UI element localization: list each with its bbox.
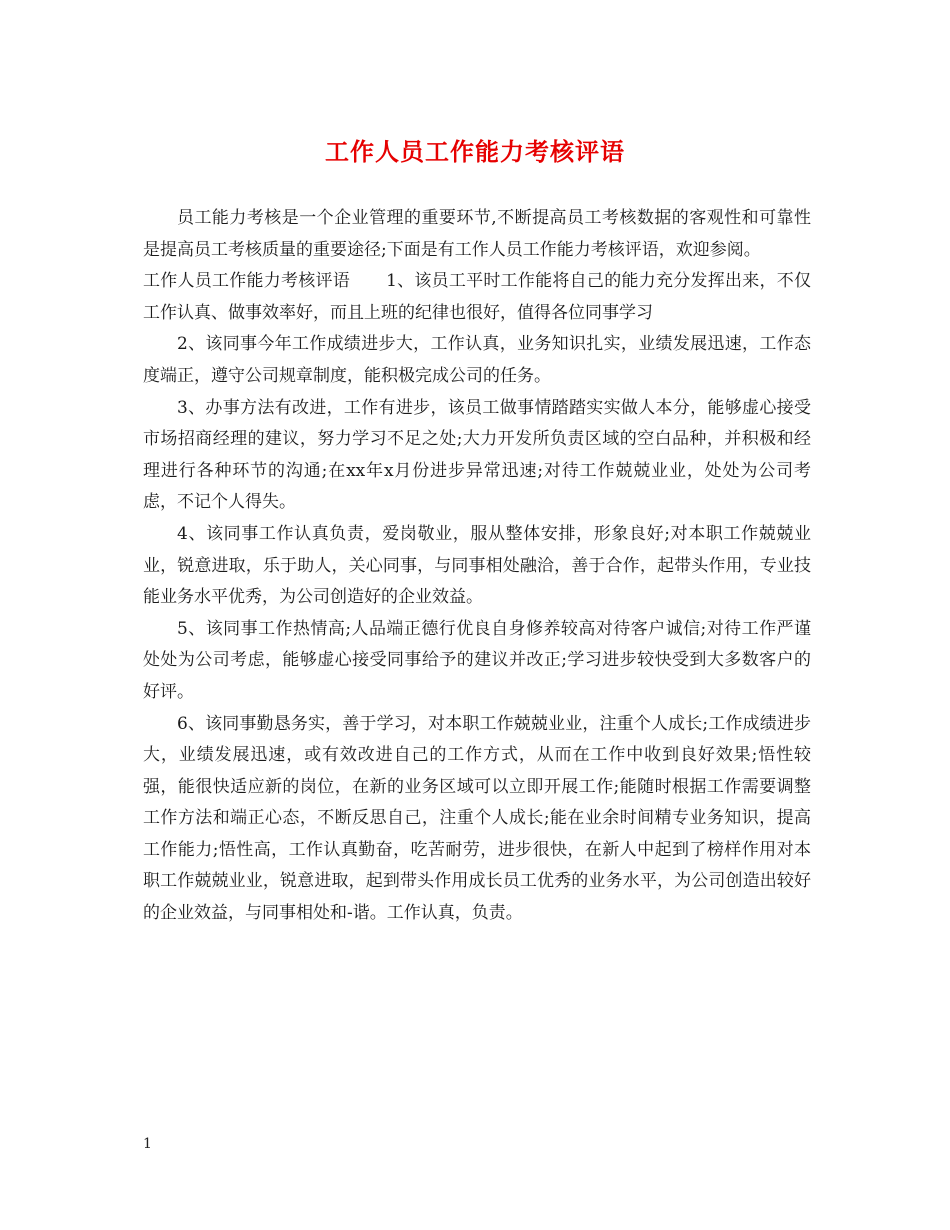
inline-heading: 工作人员工作能力考核评语: [143, 271, 351, 292]
document-title: 工作人员工作能力考核评语: [325, 137, 625, 166]
document-body: [143, 203, 811, 930]
comment-item-1: 1、该员工平时工作能将自己的能力充分发挥出来，不仅工作认真、做事效率好，而且上班的纪律也很好，值得各位同事学习: [143, 271, 811, 323]
heading-paragraph: [143, 266, 811, 329]
comment-item-2: 2、该同事今年工作成绩进步大，工作认真，业务知识扎实，业绩发展迅速，工作态度端正，遵守公司规章制度，能积极完成公司的任务。: [143, 334, 811, 386]
intro-paragraph: 员工能力考核是一个企业管理的重要环节,不断提高员工考核数据的客观性和可靠性是提高员工考核质量的重要途径;下面是有工作人员工作能力考核评语，欢迎参阅。: [143, 208, 811, 260]
comment-item-4: 4、该同事工作认真负责，爱岗敬业，服从整体安排，形象良好;对本职工作兢兢业业，锐意进取，乐于助人，关心同事，与同事相处融洽，善于合作，起带头作用，专业技能业务水平优秀，为公司创造好的企业效益。: [143, 523, 811, 608]
comment-item-5: 5、该同事工作热情高;人品端正德行优良自身修养较高对待客户诚信;对待工作严谨处处为公司考虑，能够虚心接受同事给予的建议并改正;学习进步较快受到大多数客户的好评。: [143, 618, 811, 702]
comment-item-6: 6、该同事勤恳务实，善于学习，对本职工作兢兢业业，注重个人成长;工作成绩进步大，业绩发展迅速，或有效改进自己的工作方式，从而在工作中收到良好效果;悟性较强，能很快适应新的岗位，在新的业务区域可以立即开展工作;能随时根据工作需要调整工作方法和端正心态，不断反思自己，注重个人成长;能在业余时间精专业务知识，提高工作能力;悟性高，工作认真勤奋，吃苦耐劳，进步很快，在新人中起到了榜样作用对本职工作兢兢业业，锐意进取，起到带头作用成长员工优秀的业务水平，为公司创造出较好的企业效益，与同事相处和-谐。工作认真，负责。: [143, 713, 811, 924]
comment-item-3: 3、办事方法有改进，工作有进步，该员工做事情踏踏实实做人本分，能够虚心接受市场招商经理的建议，努力学习不足之处;大力开发所负责区域的空白品种，并积极和经理进行各种环节的沟通;在xx年x月份进步异常迅速;对待工作兢兢业业，处处为公司考虑，不记个人得失。: [143, 397, 811, 513]
page-number: 1: [143, 1136, 152, 1152]
